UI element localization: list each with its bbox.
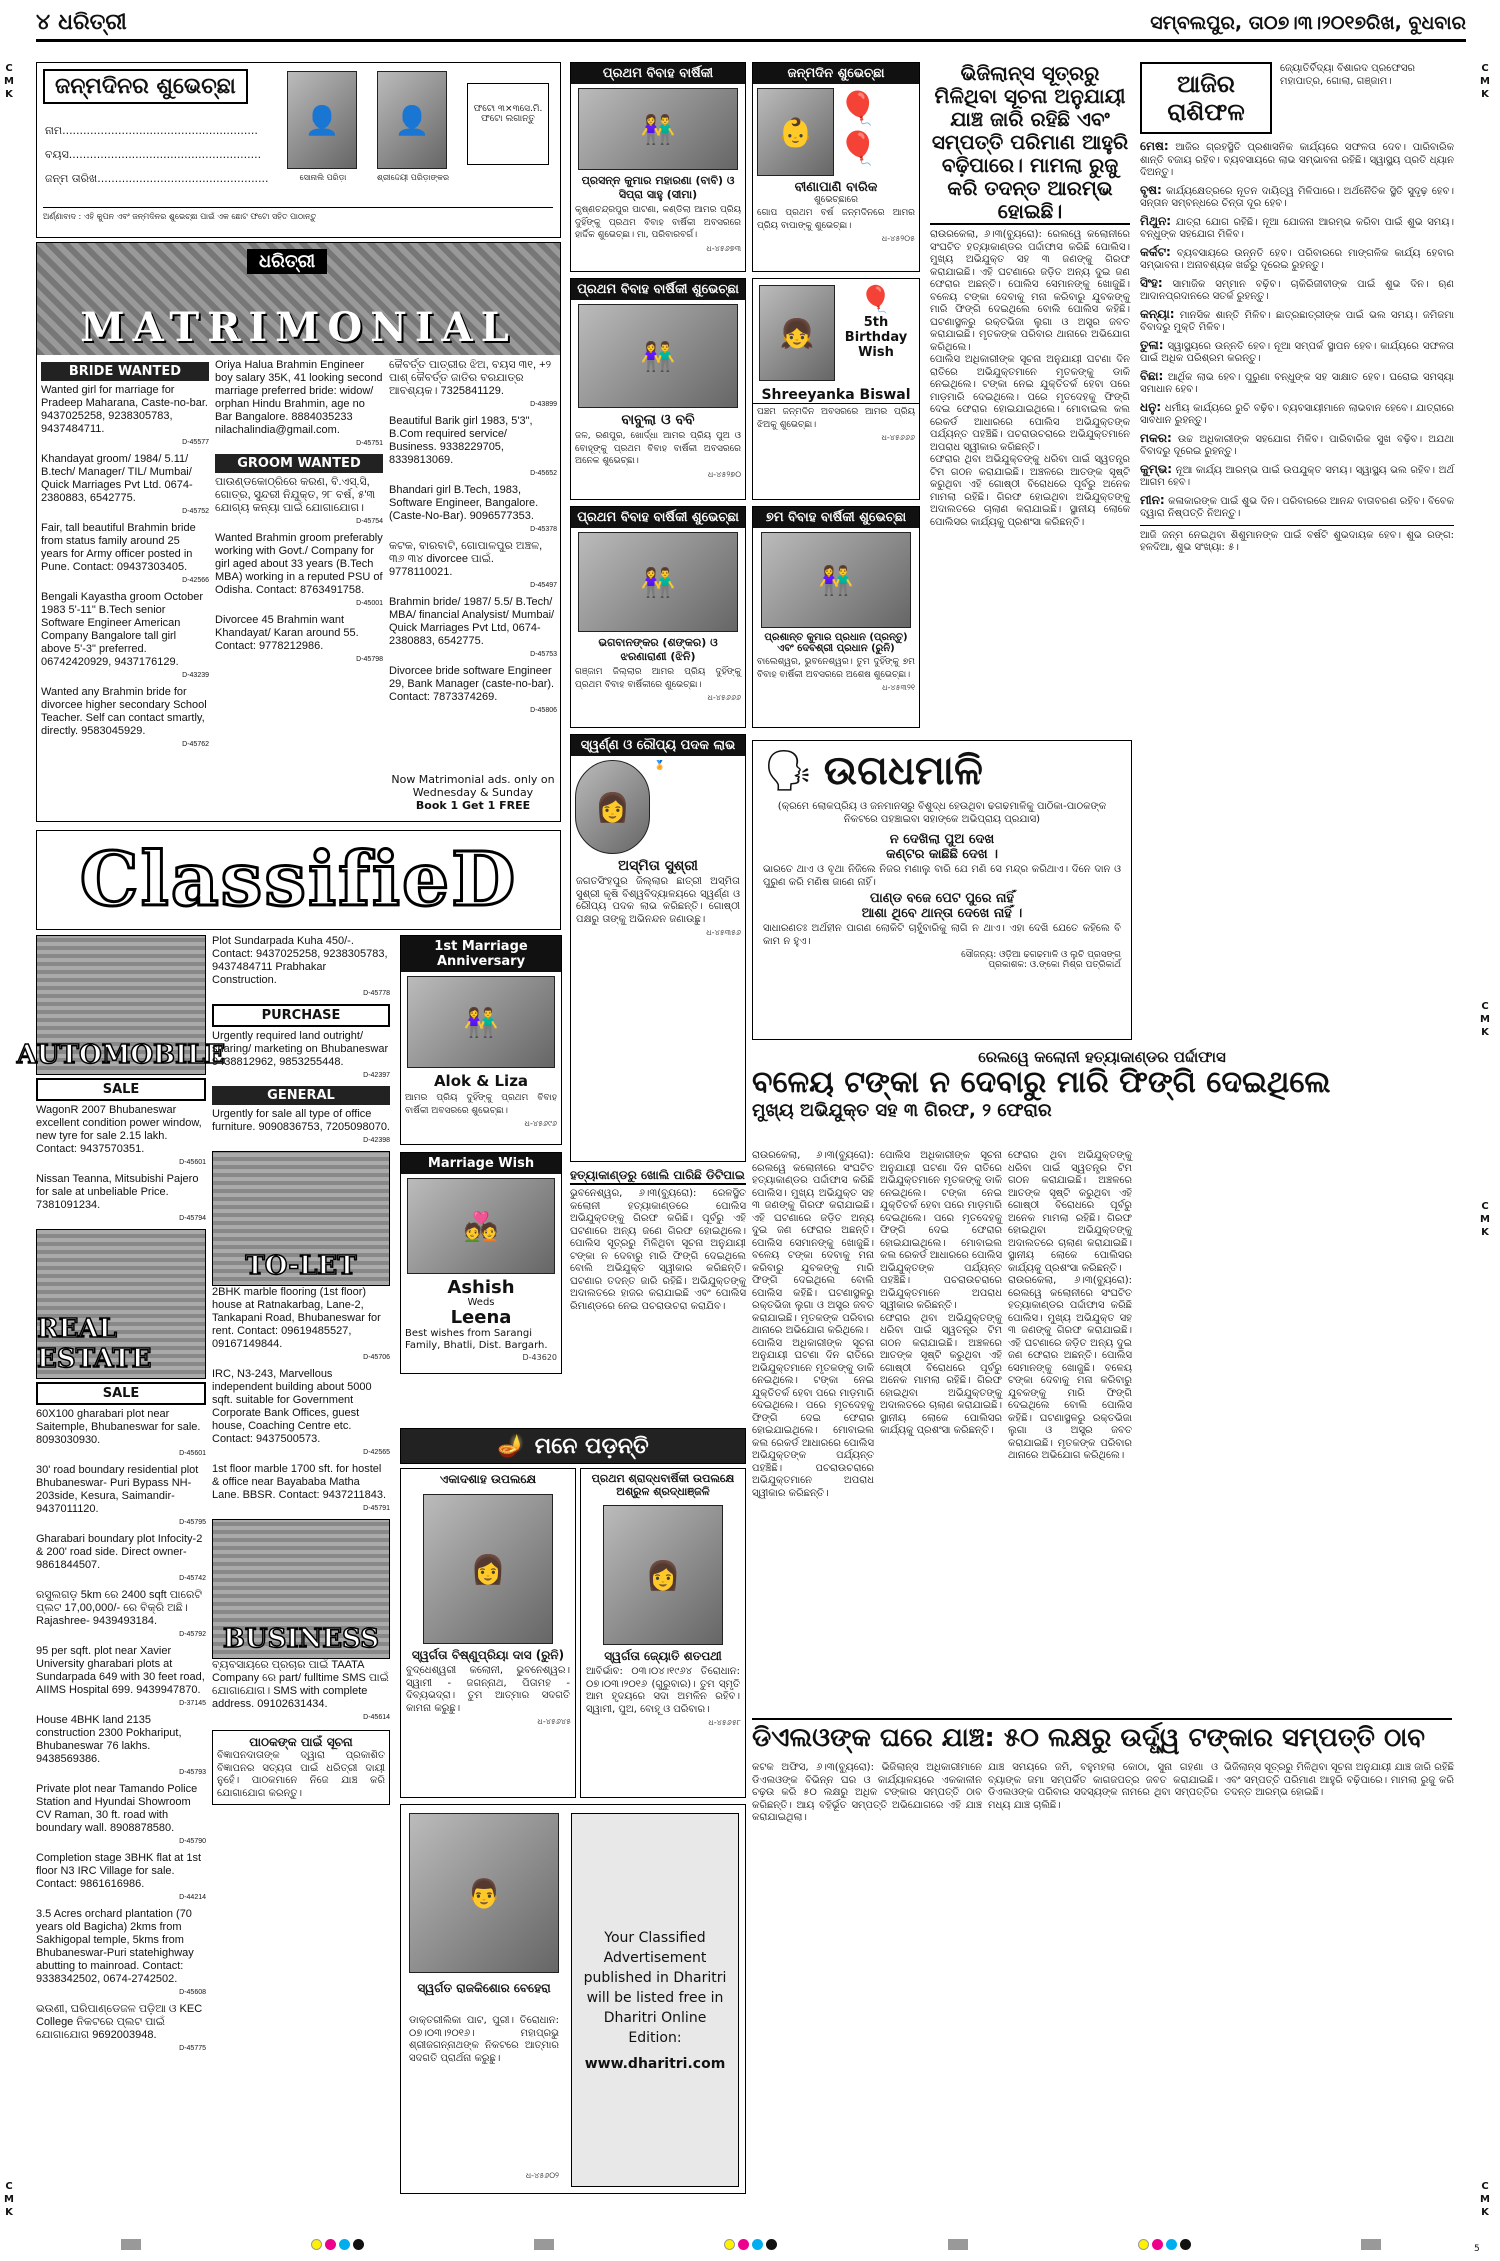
child-icon: 👧 (779, 316, 815, 350)
yellow-dot (724, 2239, 735, 2250)
anniv-box-names: Alok & Liza (433, 1072, 529, 1090)
anniversary-1 (570, 62, 746, 272)
list-item: Nissan Teanna, Mitsubishi Pajero for sale at unbeliable Price. 7381091234. D-45794 (36, 1173, 206, 1222)
obituary-left-head: ଏକାଦଶାହ ଉପଲକ୍ଷେ (439, 1472, 537, 1486)
obituary-mid-code: ଧ-୪୫୬୫୮ (708, 1718, 741, 1727)
rashi-item: ମକର: ଉଚ୍ଚ ଅଧିକାରୀଙ୍କ ସହଯୋଗ ମିଳିବ। ପାରିବାରିକ ସୁଖ ବଢ଼ିବ। ଅଯଥା ବିବାଦରୁ ଦୂରେଇ ରୁହନ୍ତୁ। (1140, 430, 1455, 457)
person-icon: 👩 (645, 1558, 681, 1592)
anniversary-2-text: ଜଳ, ରଣପୁର, ଖୋର୍ଦ୍ଧା ଆମର ପ୍ରିୟ ପୁଅ ଓ ବୋହୂଙ୍କୁ ପ୍ରଥମ ବିବାହ ବାର୍ଷିକୀ ଅବସରରେ ଅନେକ ଶୁଭେଚ୍ଛା। (575, 431, 741, 466)
weds-label: Weds (467, 1297, 495, 1308)
award-code: ଧ-୪୫୩୫୬ (706, 928, 741, 937)
story-brief-kicker: ହତ୍ୟାକାଣ୍ଡରୁ ଖୋଲି ପାରିଛି ଡିଟିପାଇ (570, 1168, 746, 1185)
online-edition-notice (571, 1813, 739, 2187)
list-item: Oriya Halua Brahmin Engineer boy salary 35K, 41 looking second marriage preferred bride: widow/ orphan Hindu Brahmin, age no Bar Bangalore. 8884035233 nilachalindia@gmail.com. D-45751 (215, 359, 383, 447)
matrimonial-section (36, 242, 561, 822)
anniv-box-code: ଧ-୪୫୬୯୬ (524, 1119, 557, 1128)
list-item: 95 per sqft. plot near Xavier University gharabari plots at Sundarpada 649 with 30 feet road, AIIMS Hospital 699. 9439947870. D-37145 (36, 1645, 206, 1707)
rashi-item: ବିଛା: ଆର୍ଥିକ ଲାଭ ହେବ। ପୁରୁଣା ବନ୍ଧୁଙ୍କ ସହ ସାକ୍ଷାତ ହେବ। ଘରୋଇ ସମସ୍ୟା ସମାଧାନ ହେବ। (1140, 368, 1454, 395)
main-story-text-3: ଫେରାର ଥିବା ଅଭିଯୁକ୍ତଙ୍କୁ ଧରିବା ପାଇଁ ସ୍ୱତନ୍ତ୍ର ଟିମ ଗଠନ କରାଯାଇଛି। ଅଞ୍ଚଳରେ ଆତଙ୍କ ସୃଷ୍ଟି କରୁଥିବା ଏହି ଗୋଷ୍ଠୀ ବିରୋଧରେ ପୂର୍ବରୁ ଅନେକ ମାମଲା ରହିଛି। ଗିରଫ ହୋଇଥିବା ଅଭିଯୁକ୍ତଙ୍କୁ ଅଦାଲତରେ ଚାଲାଣ କରାଯାଇଛି। ସ୍ଥାନୀୟ ଲୋକେ ପୋଲିସର କାର୍ଯ୍ୟକୁ ପ୍ରଶଂସା କରିଛନ୍ତି। (1008, 1150, 1132, 1274)
groom-wanted-heading: GROOM WANTED (215, 454, 383, 473)
registration-mark-left-bottom: C M K (4, 2181, 14, 2218)
list-item: Bhandari girl B.Tech, 1983, Software Engineer, Bangalore. (Caste-No-Bar). 9096577353. D-45378 (389, 484, 557, 533)
rashi-item: ମୀନ: କଳାକାରଙ୍କ ପାଇଁ ଶୁଭ ଦିନ। ପରିବାରରେ ଆନନ୍ଦ ବାତାବରଣ ରହିବ। ବିବେକ ଦ୍ୱାରା ନିଷ୍ପତ୍ତି ନିଅନ୍ତୁ। (1140, 492, 1454, 519)
couple-icon: 👫 (640, 565, 676, 599)
story-health-text-3: ଫେରାର ଥିବା ଅଭିଯୁକ୍ତଙ୍କୁ ଧରିବା ପାଇଁ ସ୍ୱତନ୍ତ୍ର ଟିମ ଗଠନ କରାଯାଇଛି। ଅଞ୍ଚଳରେ ଆତଙ୍କ ସୃଷ୍ଟି କରୁଥିବା ଏହି ଗୋଷ୍ଠୀ ବିରୋଧରେ ପୂର୍ବରୁ ଅନେକ ମାମଲା ରହିଛି। ଗିରଫ ହୋଇଥିବା ଅଭିଯୁକ୍ତଙ୍କୁ ଅଦାଲତରେ ଚାଲାଣ କରାଯାଇଛି। ସ୍ଥାନୀୟ ଲୋକେ ପୋଲିସର କାର୍ଯ୍ୟକୁ ପ୍ରଶଂସା କରିଛନ୍ତି। (930, 454, 1130, 528)
award-title: ସ୍ୱର୍ଣ୍ଣ ଓ ରୌପ୍ୟ ପଦକ ଲାଭ (571, 735, 745, 756)
registration-mark-right-mid: C M K (1480, 1001, 1490, 1038)
sale-heading: SALE (36, 1078, 206, 1101)
couple-icon: 👫 (818, 563, 854, 597)
list-item: Divorcee 45 Brahmin want Khandayat/ Karan around 55. Contact: 9778212986. D-45798 (215, 614, 383, 663)
balloons-icon: 🎈🎈 (838, 89, 879, 167)
couple-icon: 👫 (640, 112, 676, 146)
horoscope-footer: ଆଜି ଜନ୍ମ ନେଇଥିବା ଶିଶୁମାନଙ୍କ ପାଇଁ ବର୍ଷଟି ଶୁଭଦାୟକ ହେବ। ଶୁଭ ରଙ୍ଗ: ହଳଦିଆ, ଶୁଭ ସଂଖ୍ୟା: ୫। (1140, 525, 1454, 555)
dhagadhamali-publisher: ପ୍ରକାଶକ: ଓ.ଙ୍କୋ ମିଶ୍ର ପତ୍ରିକାର୍ଥ (988, 960, 1121, 970)
horoscope-byline: ଜ୍ୟୋତିର୍ବିଦ୍ୟା ବିଶାରଦ ପ୍ରଫେସର ମହାପାତ୍ର, ଗୋଲା, ଗଞ୍ଜାମ। (1280, 63, 1415, 87)
magenta-dot (738, 2239, 749, 2250)
classified-title: ClassifieD (79, 837, 518, 923)
anniversary-2-title: ପ୍ରଥମ ବିବାହ ବାର୍ଷିକୀ ଶୁଭେଚ୍ଛା (571, 279, 745, 300)
notice-text: Now Matrimonial ads. only on Wednesday & Sunday (391, 773, 555, 799)
anniversary-2-names: ବାବୁଲା ଓ ବବି (621, 412, 695, 428)
marriage-wish-code: D-43620 (522, 1353, 557, 1362)
anniversary-3-names: ଭଗବାନଙ୍କର (ଶଙ୍କର) ଓ ଝରଣାରାଣୀ (ଝିନି) (598, 636, 718, 663)
birthday-1-text: ଗୋପ ପ୍ରଥମ ବର୍ଷ ଜନ୍ମଦିନରେ ଆମର ପ୍ରିୟ ବାପାଙ୍କୁ ଶୁଭେଚ୍ଛା। (757, 208, 915, 231)
birthday-1-role: ଶୁଭେଚ୍ଛାରେ (814, 195, 858, 205)
main-story-text-3b: ରାଉରକେଲା, ୬।୩(ବ୍ୟୁରୋ): ରେଲୱେ କଲୋନୀରେ ସଂଘଟିତ ହତ୍ୟାକାଣ୍ଡର ପର୍ଦ୍ଦାଫାସ କରିଛି ପୋଲିସ। ମୁଖ୍ୟ ଅଭିଯୁକ୍ତ ସହ ୩ ଜଣଙ୍କୁ ଗିରଫ କରାଯାଇଛି। ଏହି ଘଟଣାରେ ଜଡ଼ିତ ଅନ୍ୟ ଦୁଇ ଜଣ ଫେରାର ଅଛନ୍ତି। ପୋଲିସ ସେମାନଙ୍କୁ ଖୋଜୁଛି। ବଳେୟ ଟଙ୍କା ଦେବାକୁ ମନା କରିବାରୁ ଯୁବକଙ୍କୁ ମାରି ଫିଙ୍ଗି ଦେଇଥିଲେ ବୋଲି ପୋଲିସ କହିଛି। ଘଟଣାସ୍ଥଳରୁ ରକ୍ତଭିଜା ଲୁଗା ଓ ଅସ୍ତ୍ର ଜବତ କରାଯାଇଛି। ମୃତକଙ୍କ ପରିବାର ଥାନାରେ ଅଭିଯୋଗ କରିଥିଲେ। (1008, 1275, 1132, 1461)
birthday-1-title: ଜନ୍ମଦିନ ଶୁଭେଚ୍ଛା (753, 63, 919, 84)
coupon-dob-field[interactable]: ଜନ୍ମ ତାରିଖ................................................. (45, 172, 269, 185)
couple-photo (761, 532, 911, 628)
person-icon: 👨 (466, 1876, 502, 1910)
person-icon: 👩 (470, 1552, 506, 1586)
list-item: କଟକ, ବାରବାଟି, ଗୋପାଳପୁର ଅଞ୍ଚଳ, ୩୬ ୩୪ divorcee ପାଇଁ. 9778110021. D-45497 (389, 540, 557, 589)
dateline: ସମ୍ବଲପୁର, ତା୦୭।୩।୨୦୧୭ରିଖ, ବୁଧବାର (1150, 11, 1466, 34)
print-color-bar (36, 2235, 1466, 2253)
rashi-item: କର୍କଟ: ବ୍ୟବସାୟରେ ଉନ୍ନତି ହେବ। ପରିବାରରେ ମାଙ୍ଗଳିକ କାର୍ଯ୍ୟ ହେବାର ସମ୍ଭାବନା। ଅନାବଶ୍ୟକ ଖର୍ଚ୍ଚରୁ ଦୂରେଇ ରୁହନ୍ତୁ। (1140, 244, 1454, 271)
anniversary-1-text: କୃଷ୍ଣଚନ୍ଦ୍ରପୁର ପାଟଣା, କଣ୍ଡିଲା ଆମର ପ୍ରିୟ ଦୁହିଁଙ୍କୁ ପ୍ରଥମ ବିବାହ ବାର୍ଷିକୀ ଅବସରରେ ହାର୍ଦ୍ଦିକ ଶୁଭେଚ୍ଛା। ମା, ପରିବାରବର୍ଗ। (575, 205, 741, 240)
list-item: ବ୍ୟବସାୟରେ ପ୍ରଚାର ପାଇଁ TAATA Company ରେ part/ fulltime SMS ପାଇଁ ଯୋଗାଯୋଗ। SMS with complete address. 09102631434. D-45614 (212, 1659, 390, 1721)
obituary-bottom-code: ଧ-୪୫୬୦୨ (525, 2171, 559, 2180)
online-notice-text: Your Classified Advertisement published in Dharitri will be listed free in Dharitri Online Edition: (583, 1930, 727, 2046)
award-photo (575, 760, 650, 854)
masthead (36, 6, 1466, 42)
grey-swatch (121, 2239, 141, 2250)
couple-photo (578, 88, 738, 170)
dhagadhamali-box (752, 740, 1132, 1040)
couple-icon: 👫 (640, 339, 676, 373)
list-item: Plot Sundarpada Kuha 450/-. Contact: 9437025258, 9238305783, 9437484711 Prabhakar Construction. D-45778 (212, 935, 390, 997)
anniversary-1-code: ଧ-୪୫୬୭୩ (706, 243, 741, 253)
list-item: ରସୁଲଗଡ଼ 5km ରେ 2400 sqft ପାରେଟି ପ୍ଲଟ 17,00,000/- ରେ ବିକ୍ରି ଅଛି। Rajashree- 9439493184. D-45792 (36, 1589, 206, 1638)
list-item: Brahmin bride/ 1987/ 5.5/ B.Tech/ MBA/ financial Analysist/ Mumbai/ Quick Marriages Pvt Ltd, 0674-2380883, 6542775. D-45753 (389, 596, 557, 658)
matrimonial-col-1 (41, 359, 209, 819)
list-item: Divorcee bride software Engineer 29, Bank Manager (caste-no-bar). Contact: 7873374269. D-45806 (389, 665, 557, 714)
anniversary-4-title: ୭ମ ବିବାହ ବାର୍ଷିକୀ ଶୁଭେଚ୍ଛା (753, 507, 919, 528)
automobile-banner (16, 935, 226, 1075)
cmyk-swatch (1138, 2239, 1191, 2250)
main-story-text-2b: ଫେରାର ଥିବା ଅଭିଯୁକ୍ତଙ୍କୁ ଧରିବା ପାଇଁ ସ୍ୱତନ୍ତ୍ର ଟିମ ଗଠନ କରାଯାଇଛି। ଅଞ୍ଚଳରେ ଆତଙ୍କ ସୃଷ୍ଟି କରୁଥିବା ଏହି ଗୋଷ୍ଠୀ ବିରୋଧରେ ପୂର୍ବରୁ ଅନେକ ମାମଲା ରହିଛି। ଗିରଫ ହୋଇଥିବା ଅଭିଯୁକ୍ତଙ୍କୁ ଅଦାଲତରେ ଚାଲାଣ କରାଯାଇଛି। ସ୍ଥାନୀୟ ଲୋକେ ପୋଲିସର କାର୍ଯ୍ୟକୁ ପ୍ରଶଂସା କରିଛନ୍ତି। (880, 1312, 1002, 1436)
marriage-wish-text: Best wishes from Sarangi Family, Bhatli, Dist. Bargarh. (405, 1328, 548, 1351)
list-item: Beautiful Barik girl 1983, 5'3", B.Com required service/ Business. 9338229705, 8339813069. D-45652 (389, 415, 557, 477)
birthday-1 (752, 62, 920, 272)
automobile-label: AUTOMOBILE (16, 1040, 226, 1070)
obituary-left (400, 1468, 576, 1798)
black-dot (1180, 2239, 1191, 2250)
balloons-icon: 🎈 (859, 285, 893, 315)
paper-name: ଧରିତ୍ରୀ (58, 10, 127, 35)
list-item: ପାଉଣ୍ଡକୋଠ୍ରିରେ କରଣ, ବି.ଏସ୍.ସି, ଗୋତ୍ର, ସୁନ୍ଦରୀ ନିଯୁକ୍ତ, ୨୮ ବର୍ଷ, ୫'୩ ଯୋଗ୍ୟ କନ୍ୟା ପାଇଁ ଯୋଗାଯୋଗ। D-45754 (215, 476, 383, 525)
coupon-name-field[interactable]: ନାମ........................................................ (45, 124, 258, 137)
face-icon: 🗣 (763, 748, 814, 794)
paper-logo: ଧରିତ୍ରୀ (247, 249, 327, 274)
coupon-photo-2-label: ଶ୍ରୀଦ୍ଦେୟୀ ପରିଡ଼ାଙ୍କର (376, 173, 450, 182)
story-health (930, 62, 1130, 732)
coupon-note: ଅର୍ଣ୍ଣାବାଦ : ଏହି କୁପନ ଏବଂ ଜନ୍ମଦିନର ଶୁଭେଚ୍ଛା ପାଇଁ ଏକ ଛୋଟ ଫଟୋ ସହିତ ପାଠାନ୍ତୁ (43, 207, 553, 222)
obituary-left-photo (423, 1494, 553, 1644)
business-label: BUSINESS (222, 1624, 380, 1654)
anniversary-4 (752, 506, 920, 728)
dhagadhamali-logo: ଉଗଧମାଳି (823, 747, 983, 794)
birthday-coupon (36, 62, 561, 238)
main-story-text-2: ପୋଲିସ ଅଧିକାରୀଙ୍କ ସୂଚନା ଅନୁଯାୟୀ ଘଟଣା ଦିନ ରାତିରେ ଅଭିଯୁକ୍ତମାନେ ମୃତକଙ୍କୁ ଡାକି ନେଇଥିଲେ। ଟଙ୍କା ନେଇ ଯୁକ୍ତିତର୍କ ହେବା ପରେ ମାଡ଼ମାରି ଦେଇଥିଲେ। ପରେ ମୃତଦେହକୁ ଫିଙ୍ଗି ଦେଇ ଫେରାର ହୋଇଯାଇଥିଲେ। ମୋବାଇଲ କଲ ରେକର୍ଡ ଆଧାରରେ ପୋଲିସ ଅଭିଯୁକ୍ତଙ୍କ ପର୍ଯ୍ୟନ୍ତ ପହଞ୍ଚିଛି। ପଚରାଉଚରାରେ ଅଭିଯୁକ୍ତମାନେ ଅପରାଧ ସ୍ୱୀକାର କରିଛନ୍ତି। (880, 1150, 1002, 1311)
obituary-left-code: ଧ-୪୫୬୪୫ (537, 1717, 571, 1726)
list-item: Completion stage 3BHK flat at 1st floor N3 IRC Village for sale. Contact: 9861616986. D-44214 (36, 1852, 206, 1901)
obituary-title: ମନେ ପଡ଼ନ୍ତି (534, 1433, 649, 1459)
anniversary-1-title: ପ୍ରଥମ ବିବାହ ବାର୍ଷିକୀ (571, 63, 745, 84)
photo-stamp-box: ଫଟୋ ୩×୩ସେ.ମି. ଫଟୋ ଲଗାନ୍ତୁ (467, 83, 549, 165)
cyan-dot (752, 2239, 763, 2250)
folio-number: 5 (1474, 2244, 1480, 2254)
anniversary-alok-liza (400, 935, 562, 1145)
offer-text: Book 1 Get 1 FREE (415, 799, 531, 812)
black-dot (766, 2239, 777, 2250)
coupon-title: ଜନ୍ମଦିନର ଶୁଭେଚ୍ଛା (43, 69, 248, 104)
obituary-header (400, 1428, 746, 1464)
matrimonial-title: MATRIMONIAL (80, 304, 517, 351)
magenta-dot (325, 2239, 336, 2250)
rashi-item: ଧନୁ: ଧର୍ମୀୟ କାର୍ଯ୍ୟରେ ରୁଚି ବଢ଼ିବ। ବ୍ୟବସାୟୀମାନେ ଲାଭବାନ ହେବେ। ଯାତ୍ରାରେ ସାବଧାନ ରୁହନ୍ତୁ। (1140, 399, 1454, 426)
list-item: Wanted Brahmin groom preferably working with Govt./ Company for girl aged about 33 years (B.Tech MBA) working in a reputed PSU of Odisha. Contact: 8763491758. D-45001 (215, 532, 383, 607)
obituary-bottom (400, 1804, 746, 2194)
horoscope-title: ଆଜିର ରାଶିଫଳ (1140, 62, 1272, 134)
registration-mark-right: C M K (1480, 63, 1490, 100)
birthday-badge: 5th Birthday Wish (844, 315, 908, 360)
birthday-2-code: ଧ-୪୫୬୬୬ (881, 433, 915, 442)
couple-icon: 👫 (463, 1005, 499, 1039)
yellow-dot (1138, 2239, 1149, 2250)
obituary-mid-name: ସ୍ୱର୍ଗତା ଜ୍ୟୋତି ଶତପଥୀ (604, 1649, 722, 1663)
main-story-headline: ବଳେୟ ଟଙ୍କା ନ ଦେବାରୁ ମାରି ଫିଙ୍ଗି ଦେଇଥିଲେ (752, 1065, 1331, 1100)
anniversary-3-title: ପ୍ରଥମ ବିବାହ ବାର୍ଷିକୀ ଶୁଭେଚ୍ଛା (571, 507, 745, 528)
coupon-age-field[interactable]: ବୟସ....................................................... (45, 148, 262, 161)
list-item: Urgently for sale all type of office furniture. 9090836753, 7205098070. D-42398 (212, 1108, 390, 1144)
main-story-kicker: ରେଲୱେ କଲୋନୀ ହତ୍ୟାକାଣ୍ଡର ପର୍ଦ୍ଦାଫାସ (978, 1048, 1226, 1066)
bottom-story-text-3: ଭିଜିଲାନ୍ସ ସୂତ୍ରରୁ ମିଳିଥିବା ସୂଚନା ଅନୁଯାୟୀ ଯାଞ୍ଚ ଜାରି ରହିଛି ଏବଂ ସମ୍ପତ୍ତି ପରିମାଣ ଆହୁରି ବଢ଼ିପାରେ। ମାମଲା ରୁଜୁ କରି ତଦନ୍ତ ଆରମ୍ଭ ହୋଇଛି। (1224, 1762, 1454, 1798)
bride-wanted-heading: BRIDE WANTED (41, 362, 209, 381)
list-item: House 4BHK land 2135 construction 2300 Pokhariput, Bhubaneswar 76 lakhs. 9438569386. D-45793 (36, 1714, 206, 1776)
anniversary-2 (570, 278, 746, 500)
person-icon: 👤 (394, 103, 430, 137)
award-box (570, 734, 746, 1162)
cyan-dot (1166, 2239, 1177, 2250)
award-text: ଜଗତସିଂହପୁର ଜିଲ୍ଲାର ଛାତ୍ରୀ ଅସ୍ମିତା ସୁଶ୍ରୀ କୃଷି ବିଶ୍ୱବିଦ୍ୟାଳୟରେ ସ୍ୱର୍ଣ୍ଣ ଓ ରୌପ୍ୟ ପଦକ ଲାଭ କରିଛନ୍ତି। ଗୋଷ୍ଠୀ ପକ୍ଷରୁ ତାଙ୍କୁ ଅଭିନନ୍ଦନ ଜଣାଉଛୁ। (576, 876, 740, 925)
anniv-box-text: ଆମର ପ୍ରିୟ ଦୁହିଁଙ୍କୁ ପ୍ରଥମ ବିବାହ ବାର୍ଷିକୀ ଅବସରରେ ଶୁଭେଚ୍ଛା। (405, 1093, 557, 1116)
to-let-label: TO-LET (245, 1251, 357, 1281)
obituary-mid-photo (603, 1505, 723, 1645)
grey-swatch (1361, 2239, 1381, 2250)
dhagadhamali-compiler: ସୌଜନ୍ୟ: ଓଡ଼ିଆ ଢଗଢମାଳି ଓ ଲୁଚି ପ୍ରସଙ୍ଗ (961, 950, 1121, 960)
obituary-left-name: ସ୍ୱର୍ଗତା ବିଷ୍ଣୁପ୍ରିୟା ଦାସ (ରୁନି) (411, 1648, 565, 1662)
matrimonial-notice (389, 773, 557, 812)
reader-notice-title: ପାଠକଙ୍କ ପାଇଁ ସୂଚନା (249, 1735, 353, 1749)
cmyk-swatch (311, 2239, 364, 2250)
classified-header (36, 830, 561, 930)
list-item: 60X100 gharabari plot near Saitemple, Bhubaneswar for sale. 8093030930. D-45601 (36, 1408, 206, 1457)
anniversary-4-names: ପ୍ରଶାନ୍ତ କୁମାର ପ୍ରଧାନ (ପ୍ରନ୍ତୁ) ଏବଂ ଦେବଶ୍ରୀ ପ୍ରଧାନ (ରୁନି) (764, 632, 908, 654)
yellow-dot (311, 2239, 322, 2250)
bottom-story-col-1 (752, 1762, 982, 2194)
anniversary-3 (570, 506, 746, 728)
list-item: Gharabari boundary plot Infocity-2 & 200' road side. Direct owner- 9861844507. D-45742 (36, 1533, 206, 1582)
bottom-story-text-2: ଯାଞ୍ଚ ସମୟରେ ଜମି, ବହୁମହଲା କୋଠା, ସୁନା ଗହଣା ଓ ବ୍ୟାଙ୍କ ଜମା ସମ୍ପର୍କିତ କାଗଜପତ୍ର ଜବତ କରାଯାଇଛି। ଡିଏଲଓଙ୍କ ପରିବାର ସଦସ୍ୟଙ୍କ ନାମରେ ଥିବା ସମ୍ପତ୍ତିର ମଧ୍ୟ ଯାଞ୍ଚ ଚାଲିଛି। (988, 1762, 1218, 1811)
proverb-line-3: ପାଣ୍ଡ ବଜେ ପେଟ ପୁରେ ନାହିଁ (870, 891, 1014, 906)
list-item: ଭଉଣୀ, ଘରିପାଣ୍ଡେଜଳ ପଡ଼ିଆ ଓ KEC College ନିକଟରେ ପ୍ଲଟ ପାଇଁ ଯୋଗାଯୋଗ 9692003948. D-45775 (36, 2003, 206, 2052)
to-let-banner (212, 1151, 390, 1286)
list-item: Fair, tall beautiful Brahmin bride from status family around 25 years for Army officer posted in Pune. Contact: 09437303405. D-42566 (41, 522, 209, 584)
anniversary-2-code: ଧ-୪୫୨୭୦ (707, 469, 741, 479)
cyan-dot (339, 2239, 350, 2250)
story-brief-text: ଭୁବନେଶ୍ୱର, ୬।୩(ବ୍ୟୁରୋ): ରେଳସ୍ଥିତ କଲୋନୀ ହତ୍ୟାକାଣ୍ଡରେ ପୋଲିସ ଅଭିଯୁକ୍ତଙ୍କୁ ଗିରଫ କରିଛି। ପୂର୍ବରୁ ଏହି ଘଟଣାରେ ଅନ୍ୟ ଜଣେ ଗିରଫ ହୋଇଥିଲେ। ପୋଲିସ ସୂତ୍ରରୁ ମିଳିଥିବା ସୂଚନା ଅନୁଯାୟୀ ଟଙ୍କା ନ ଦେବାରୁ ମାରି ଫିଙ୍ଗି ଦେଇଥିଲେ ବୋଲି ଅଭିଯୁକ୍ତ ସ୍ୱୀକାର କରିଛନ୍ତି। ଘଟଣାର ତଦନ୍ତ ଜାରି ରହିଛି। ଅଭିଯୁକ୍ତଙ୍କୁ ଅଦାଲତରେ ହାଜର କରାଯାଇଛି ଏବଂ ପୋଲିସ ରିମାଣ୍ଡରେ ନେଇ ପଚରାଉଚରା କରାଯିବ। (570, 1188, 746, 1312)
proverb-text-1: ଭାରତେ ଥାଏ ଓ ବୃଥା ନିଜିଲେ ନିଜର ମଣାଲୁ ବାରି ଯେ ମଣି ସେ ମନ୍ଦ୍ର କରିଥାଏ। ଦିନେ ଦାନ ଓ ପୁରୁଣ କରି ମଣିଷ ଜାଣେ ନାହିଁ। (763, 864, 1121, 888)
registration-mark-left: C M K (4, 63, 14, 100)
main-story-text-1: ରାଉରକେଲା, ୬।୩(ବ୍ୟୁରୋ): ରେଲୱେ କଲୋନୀରେ ସଂଘଟିତ ହତ୍ୟାକାଣ୍ଡର ପର୍ଦ୍ଦାଫାସ କରିଛି ପୋଲିସ। ମୁଖ୍ୟ ଅଭିଯୁକ୍ତ ସହ ୩ ଜଣଙ୍କୁ ଗିରଫ କରାଯାଇଛି। ଏହି ଘଟଣାରେ ଜଡ଼ିତ ଅନ୍ୟ ଦୁଇ ଜଣ ଫେରାର ଅଛନ୍ତି। ପୋଲିସ ସେମାନଙ୍କୁ ଖୋଜୁଛି। ବଳେୟ ଟଙ୍କା ଦେବାକୁ ମନା କରିବାରୁ ଯୁବକଙ୍କୁ ମାରି ଫିଙ୍ଗି ଦେଇଥିଲେ ବୋଲି ପୋଲିସ କହିଛି। ଘଟଣାସ୍ଥଳରୁ ରକ୍ତଭିଜା ଲୁଗା ଓ ଅସ୍ତ୍ର ଜବତ କରାଯାଇଛି। ମୃତକଙ୍କ ପରିବାର ଥାନାରେ ଅଭିଯୋଗ କରିଥିଲେ। (752, 1150, 874, 1336)
obituary-mid (580, 1468, 746, 1798)
list-item: Khandayat groom/ 1984/ 5.11/ B.tech/ Manager/ TIL/ Mumbai/ Quick Marriages Pvt Ltd. 0674-2380883, 6542775. D-45752 (41, 453, 209, 515)
anniv-box-title: 1st Marriage Anniversary (401, 936, 561, 972)
coupon-photo-2 (377, 71, 447, 169)
proverb-line-2: କଣ୍ଟର କାଛିଛି ଦେଖ । (886, 847, 998, 862)
award-intro: 🏅 (654, 761, 666, 771)
obituary-bottom-text: ଡାକ୍ତରୀଲିକା ପାଟ, ପୁରୀ। ତିରୋଧାନ: ୦୭।୦୩।୨୦୧୬। ମହାପ୍ରଭୁ ଶ୍ରୀଜଗନ୍ନାଥଙ୍କ ନିକଟରେ ଆତ୍ମାର ସଦଗତି ପ୍ରାର୍ଥନା କରୁଛୁ। (409, 2015, 559, 2064)
list-item: 2BHK marble flooring (1st floor) house at Ratnakarbag, Lane-2, Tankapani Road, Bhubaneswar for rent. Contact: 09619485527, 09167149844. D-45706 (212, 1286, 390, 1361)
proverb-text-2: ସାଧାରଣତଃ ଅର୍ଥହୀନ ପାଗଣ ଲୋକିଟି ଚାହୁଁବାରିକୁ ଲାଗି ନ ଥାଏ। ଏହା ଦେଖି ଯେତେ କହିଲେ ବି କାମ ନ ହୁଏ। (763, 923, 1121, 947)
couple-photo (578, 532, 738, 632)
birthday-2-name: Shreeyanka Biswal (753, 387, 919, 404)
marriage-wish-title: Marriage Wish (401, 1153, 561, 1174)
couple-photo (407, 976, 555, 1068)
obituary-bottom-photo (409, 1813, 559, 1973)
coupon-photo-1 (287, 71, 357, 169)
reader-notice (212, 1730, 390, 1805)
birthday-2 (752, 278, 920, 500)
list-item: Wanted girl for marriage for Pradeep Maharana, Caste-no-bar. 9437025258, 9238305783, 9437484711. D-45577 (41, 384, 209, 446)
page-number: ୪ (36, 10, 51, 35)
grey-swatch (534, 2239, 554, 2250)
general-heading: GENERAL (212, 1086, 390, 1105)
online-notice-url[interactable]: www.dharitri.com (584, 2056, 726, 2072)
person-icon: 👩 (595, 790, 630, 824)
rashi-item: ତୁଳା: ସ୍ୱାସ୍ଥ୍ୟରେ ଉନ୍ନତି ହେବ। ନୂଆ ସମ୍ପର୍କ ସ୍ଥାପନ ହେବ। କାର୍ଯ୍ୟରେ ସଫଳତା ପାଇଁ ଅଧିକ ପରିଶ୍ରମ କରନ୍ତୁ। (1140, 337, 1454, 364)
birthday-2-text: ପଞ୍ଚମ ଜନ୍ମଦିନ ଅବସରରେ ଆମର ପ୍ରିୟ ଝିଅକୁ ଶୁଭେଚ୍ଛା। (757, 407, 915, 430)
main-story-col-3 (1008, 1150, 1132, 1710)
bottom-story-col-3 (1224, 1762, 1454, 2194)
list-item: Private plot near Tamando Police Station and Hyundai Showroom CV Raman, 30 ft. road with boundary wall. 8908878580. D-45790 (36, 1783, 206, 1845)
lamp-icon: 🪔 (497, 1433, 525, 1459)
grey-swatch (948, 2239, 968, 2250)
sale-heading: SALE (36, 1382, 206, 1405)
anniversary-3-code: ଧ-୪୫୬୬୬ (707, 693, 741, 702)
list-item: WagonR 2007 Bhubaneswar excellent condition power window, new tyre for sale 2.15 lakh. Contact: 9437570351. D-45601 (36, 1104, 206, 1166)
horoscope-list (1140, 140, 1454, 521)
main-story-col-1 (752, 1150, 874, 1710)
real-estate-label: REAL ESTATE (37, 1314, 152, 1374)
rashi-item: ବୃଷ: କାର୍ଯ୍ୟକ୍ଷେତ୍ରରେ ନୂତନ ଦାୟିତ୍ୱ ମିଳିପାରେ। ଅର୍ଥନୈତିକ ସ୍ଥିତି ସୁଦୃଢ଼ ହେବ। ସନ୍ତାନ ସମ୍ବନ୍ଧରେ ଚିନ୍ତା ଦୂର ହେବ। (1140, 182, 1454, 209)
rashi-item: ମେଷ: ଆଜିର ଗ୍ରହସ୍ଥିତି ପ୍ରଶାସନିକ କାର୍ଯ୍ୟରେ ସଫଳତା ଦେବ। ପାରିବାରିକ ଶାନ୍ତି ବଜାୟ ରହିବ। ବ୍ୟବସାୟରେ ଲାଭ ସମ୍ଭାବନା ରହିଛି। ସ୍ୱାସ୍ଥ୍ୟ ପ୍ରତି ଧ୍ୟାନ ଦିଅନ୍ତୁ। (1140, 139, 1454, 178)
bottom-story-text-1: କଟକ ଅଫିସ, ୬।୩(ବ୍ୟୁରୋ): ଭିଜିଲାନ୍ସ ଅଧିକାରୀମାନେ ଡିଏଲଓଙ୍କ ବିଭିନ୍ନ ଘର ଓ କାର୍ଯ୍ୟାଳୟରେ ଏକକାଳୀନ ଚଢ଼ଉ କରି ୫୦ ଲକ୍ଷରୁ ଅଧିକ ଟଙ୍କାର ସମ୍ପତ୍ତି ଠାବ କରିଛନ୍ତି। ଆୟ ବହିର୍ଭୂତ ସମ୍ପତ୍ତି ଅଭିଯୋଗରେ ଏହି ଯାଞ୍ଚ କରାଯାଇଥିଲା। (752, 1762, 982, 1823)
rashi-item: ମିଥୁନ: ଯାତ୍ରା ଯୋଗ ରହିଛି। ନୂଆ ଯୋଜନା ଆରମ୍ଭ କରିବା ପାଇଁ ଶୁଭ ସମୟ। ବନ୍ଧୁଙ୍କ ସହଯୋଗ ମିଳିବ। (1140, 213, 1454, 240)
list-item: 3.5 Acres orchard plantation (70 years old Bagicha) 2kms from Sakhigopal temple, 5kms from Bhubaneswar-Puri statehighway abutting to mainroad. Contact: 9338342502, 0674-2742502. D-45608 (36, 1908, 206, 1996)
anniversary-4-code: ଧ-୪୫୩୨୧ (882, 683, 915, 692)
story-health-headline: ଭିଜିଲାନ୍ସ ସୂତ୍ରରୁ ମିଳିଥିବା ସୂଚନା ଅନୁଯାୟୀ ଯାଞ୍ଚ ଜାରି ରହିଛି ଏବଂ ସମ୍ପତ୍ତି ପରିମାଣ ଆହୁରି ବଢ଼ିପାରେ। ମାମଲା ରୁଜୁ କରି ତଦନ୍ତ ଆରମ୍ଭ ହୋଇଛି। (931, 61, 1129, 223)
purchase-heading: PURCHASE (212, 1004, 390, 1027)
main-story-text-1b: ପୋଲିସ ଅଧିକାରୀଙ୍କ ସୂଚନା ଅନୁଯାୟୀ ଘଟଣା ଦିନ ରାତିରେ ଅଭିଯୁକ୍ତମାନେ ମୃତକଙ୍କୁ ଡାକି ନେଇଥିଲେ। ଟଙ୍କା ନେଇ ଯୁକ୍ତିତର୍କ ହେବା ପରେ ମାଡ଼ମାରି ଦେଇଥିଲେ। ପରେ ମୃତଦେହକୁ ଫିଙ୍ଗି ଦେଇ ଫେରାର ହୋଇଯାଇଥିଲେ। ମୋବାଇଲ କଲ ରେକର୍ଡ ଆଧାରରେ ପୋଲିସ ଅଭିଯୁକ୍ତଙ୍କ ପର୍ଯ୍ୟନ୍ତ ପହଞ୍ଚିଛି। ପଚରାଉଚରାରେ ଅଭିଯୁକ୍ତମାନେ ଅପରାଧ ସ୍ୱୀକାର କରିଛନ୍ତି। (752, 1337, 874, 1499)
real-estate-banner (36, 1229, 206, 1379)
child-icon: 👶 (778, 115, 814, 149)
bottom-story-col-2 (988, 1762, 1218, 2194)
obituary-left-text: ବୁଦ୍ଧେଶ୍ୱରୀ କଲୋନୀ, ଭୁବନେଶ୍ୱର। ସ୍ୱାମୀ - ଜଗନ୍ନାଥ, ପିତାମହ - ଦିବ୍ୟଭଦ୍ରା। ତୁମ ଆତ୍ମାର ସଦଗତି କାମନା କରୁଛୁ। (406, 1665, 570, 1714)
anniversary-1-names: ପ୍ରସନ୍ନ କୁମାର ମହାରଣା (ବାବି) ଓ ସିପ୍ରା ସାହୁ (ସୀମା) (581, 174, 735, 201)
matrimonial-col-3 (389, 359, 557, 769)
rashi-item: କୁମ୍ଭ: ନୂଆ କାର୍ଯ୍ୟ ଆରମ୍ଭ ପାଇଁ ଉପଯୁକ୍ତ ସମୟ। ସ୍ୱାସ୍ଥ୍ୟ ଭଲ ରହିବ। ଅର୍ଥ ଆଗମ ହେବ। (1140, 461, 1454, 488)
proverb-line-1: ନ ଦେଖିଲା ପୁଅ ଦେଖ (889, 832, 995, 847)
person-icon: 👤 (304, 103, 340, 137)
main-story-col-2 (880, 1150, 1002, 1710)
birthday-1-code: ଧ-୪୫୨୦୫ (881, 234, 915, 243)
couple-photo (578, 304, 738, 408)
award-name: ଅସ୍ମିତା ସୁଶ୍ରୀ (618, 858, 698, 874)
list-item: IRC, N3-243, Marvellous independent building about 5000 sqft. suitable for Government Corporate Bank Offices, guest house, Coaching Centre etc. Contact: 9437500573. D-42565 (212, 1368, 390, 1456)
rashi-item: କନ୍ୟା: ମାନସିକ ଶାନ୍ତି ମିଳିବ। ଛାତ୍ରଛାତ୍ରୀଙ୍କ ପାଇଁ ଭଲ ସମୟ। ଜମିଜମା ବିବାଦରୁ ମୁକ୍ତି ମିଳିବ। (1140, 306, 1454, 333)
dhagadhamali-tagline: (କ୍ରମେ ଲୋକପ୍ରିୟ ଓ ଜନମାନସରୁ ବିଶୁଦ୍ଧ ହେଉଥିବା ଢଗଢମାଳିକୁ ପାଠିକା-ପାଠକଙ୍କ ନିକଟରେ ପହଞ୍ଚାଇବା ସହାଙ୍କେ ଅଭିପ୍ରାୟ ପ୍ରଯାସ) (777, 801, 1107, 825)
classified-col-2 (212, 935, 390, 2195)
horoscope-section (1140, 62, 1454, 1708)
black-dot (353, 2239, 364, 2250)
marriage-wish (400, 1152, 562, 1374)
registration-mark-right-mid2: C M K (1480, 1201, 1490, 1238)
bottom-story-header (752, 1718, 1452, 1758)
coupon-photo-1-label: ସୋନାଲି ପରିଡ଼ା (299, 173, 347, 182)
child-photo (759, 285, 835, 381)
anniversary-3-text: ଗଞ୍ଜାମ ଜିଲ୍ଲାର ଆମର ପ୍ରିୟ ଦୁହିଁଙ୍କୁ ପ୍ରଥମ ବିବାହ ବାର୍ଷିକୀରେ ଶୁଭେଚ୍ଛା। (575, 667, 741, 690)
bride-name: Leena (450, 1307, 512, 1328)
list-item: Wanted any Brahmin bride for divorcee higher secondary School Teacher. Self can contact smartly, directly. 9583045929. D-45762 (41, 686, 209, 748)
business-banner (212, 1519, 390, 1659)
magenta-dot (1152, 2239, 1163, 2250)
story-health-text-1: ରାଉରକେଲା, ୬।୩(ବ୍ୟୁରୋ): ରେଲୱେ କଲୋନୀରେ ସଂଘଟିତ ହତ୍ୟାକାଣ୍ଡର ପର୍ଦ୍ଦାଫାସ କରିଛି ପୋଲିସ। ମୁଖ୍ୟ ଅଭିଯୁକ୍ତ ସହ ୩ ଜଣଙ୍କୁ ଗିରଫ କରାଯାଇଛି। ଏହି ଘଟଣାରେ ଜଡ଼ିତ ଅନ୍ୟ ଦୁଇ ଜଣ ଫେରାର ଅଛନ୍ତି। ପୋଲିସ ସେମାନଙ୍କୁ ଖୋଜୁଛି। ବଳେୟ ଟଙ୍କା ଦେବାକୁ ମନା କରିବାରୁ ଯୁବକଙ୍କୁ ମାରି ଫିଙ୍ଗି ଦେଇଥିଲେ ବୋଲି ପୋଲିସ କହିଛି। ଘଟଣାସ୍ଥଳରୁ ରକ୍ତଭିଜା ଲୁଗା ଓ ଅସ୍ତ୍ର ଜବତ କରାଯାଇଛି। ମୃତକଙ୍କ ପରିବାର ଥାନାରେ ଅଭିଯୋଗ କରିଥିଲେ। (930, 229, 1130, 353)
registration-mark-right-bottom: C M K (1480, 2181, 1490, 2218)
obituary-bottom-name: ସ୍ୱର୍ଗତ ରାଜକିଶୋର ବେହେରା (417, 1981, 551, 1995)
story-health-text-2: ପୋଲିସ ଅଧିକାରୀଙ୍କ ସୂଚନା ଅନୁଯାୟୀ ଘଟଣା ଦିନ ରାତିରେ ଅଭିଯୁକ୍ତମାନେ ମୃତକଙ୍କୁ ଡାକି ନେଇଥିଲେ। ଟଙ୍କା ନେଇ ଯୁକ୍ତିତର୍କ ହେବା ପରେ ମାଡ଼ମାରି ଦେଇଥିଲେ। ପରେ ମୃତଦେହକୁ ଫିଙ୍ଗି ଦେଇ ଫେରାର ହୋଇଯାଇଥିଲେ। ମୋବାଇଲ କଲ ରେକର୍ଡ ଆଧାରରେ ପୋଲିସ ଅଭିଯୁକ୍ତଙ୍କ ପର୍ଯ୍ୟନ୍ତ ପହଞ୍ଚିଛି। ପଚରାଉଚରାରେ ଅଭିଯୁକ୍ତମାନେ ଅପରାଧ ସ୍ୱୀକାର କରିଛନ୍ତି। (930, 354, 1130, 453)
list-item: Urgently required land outright/ sharing/ marketing on Bhubaneswar 9438812962, 9853255448. D-42397 (212, 1030, 390, 1079)
list-item: କୈବର୍ତ୍ତ ପାତ୍ରୀର ଝିଅ, ବୟସ ୩୧, +୨ ପାଶ୍ କୈବର୍ତ୍ତ ଜାତିର ବରଯାତ୍ର ଆବଶ୍ୟକ। 7325841129. D-43899 (389, 359, 557, 408)
list-item: 30' road boundary residential plot Bhubaneswar- Puri Bypass NH-203side, Kesura, Saimandir- 9437011120. D-45795 (36, 1464, 206, 1526)
birthday-1-name: ବୀଣାପାଣି ବାରିକ (794, 180, 878, 195)
proverb-line-4: ଆଶା ଥିବେ ଥାନ୍ତା ଦେଖେ ନାହିଁ । (861, 906, 1023, 921)
matrimonial-banner (37, 243, 560, 355)
classified-col-1 (16, 935, 226, 2195)
groom-name: Ashish (447, 1277, 515, 1298)
rashi-item: ସିଂହ: ସାମାଜିକ ସମ୍ମାନ ବଢ଼ିବ। ଚାକିରିଜୀବୀଙ୍କ ପାଇଁ ଶୁଭ ଦିନ। ଋଣ ଆଦାନପ୍ରଦାନରେ ସତର୍କ ରୁହନ୍ତୁ। (1140, 275, 1454, 302)
matrimonial-col-2 (215, 359, 383, 819)
anniversary-4-text: ବାଲେଶ୍ୱର, ଭୁବନେଶ୍ୱର। ତୁମ ଦୁହିଁଙ୍କୁ ୭ମ ବିବାହ ବାର୍ଷିକୀ ଅବସରରେ ଅଶେଷ ଶୁଭେଚ୍ଛା। (757, 657, 915, 680)
list-item: 1st floor marble 1700 sft. for hostel & office near Bayababa Matha Lane. BBSR. Contact: 9437211843. D-45791 (212, 1463, 390, 1512)
child-photo (757, 88, 834, 176)
cmyk-swatch (724, 2239, 777, 2250)
obituary-mid-text: ଆବିର୍ଭାବ: ୦୩।୦୪।୧୯୬୪ ତିରୋଧାନ: ୦୭।୦୩।୨୦୧୬ (ଗୁରୁବାର)। ତୁମ ସ୍ମୃତି ଆମ ହୃଦୟରେ ସଦା ଅମଳିନ ରହିବ। ସ୍ୱାମୀ, ପୁଅ, ବୋହୂ ଓ ପରିବାର। (586, 1666, 740, 1715)
couple-icon: 💑 (463, 1209, 499, 1243)
bottom-story-headline: ଡିଏଲଓଙ୍କ ଘରେ ଯାଞ୍ଚ: ୫୦ ଲକ୍ଷରୁ ଉର୍ଦ୍ଧ୍ୱ ଟଙ୍କାର ସମ୍ପତ୍ତି ଠାବ (752, 1723, 1426, 1753)
obituary-mid-head: ପ୍ରଥମ ଶ୍ରାଦ୍ଧବାର୍ଷିକୀ ଉପଲକ୍ଷେ ଅଶ୍ରୁଳ ଶ୍ରଦ୍ଧାଞ୍ଜଳି (591, 1472, 735, 1498)
reader-notice-text: ବିଜ୍ଞାପନଦାତାଙ୍କ ଦ୍ୱାରା ପ୍ରକାଶିତ ବିଜ୍ଞାପନର ସତ୍ୟତା ପାଇଁ ଧରିତ୍ରୀ ଦାୟୀ ନୁହେଁ। ପାଠକମାନେ ନିଜେ ଯାଞ୍ଚ କରି ଯୋଗାଯୋଗ କରନ୍ତୁ। (217, 1750, 385, 1799)
story-murder-brief (570, 1168, 746, 1368)
list-item: Bengali Kayastha groom October 1983 5'-11" B.Tech senior Software Engineer American Company Bangalore tall girl above 5'-3" preferred. 06742420929, 9437176129. D-43239 (41, 591, 209, 679)
couple-photo (407, 1178, 555, 1274)
main-story-subhead: ମୁଖ୍ୟ ଅଭିଯୁକ୍ତ ସହ ୩ ଗିରଫ, ୨ ଫେରାର (752, 1100, 1052, 1121)
